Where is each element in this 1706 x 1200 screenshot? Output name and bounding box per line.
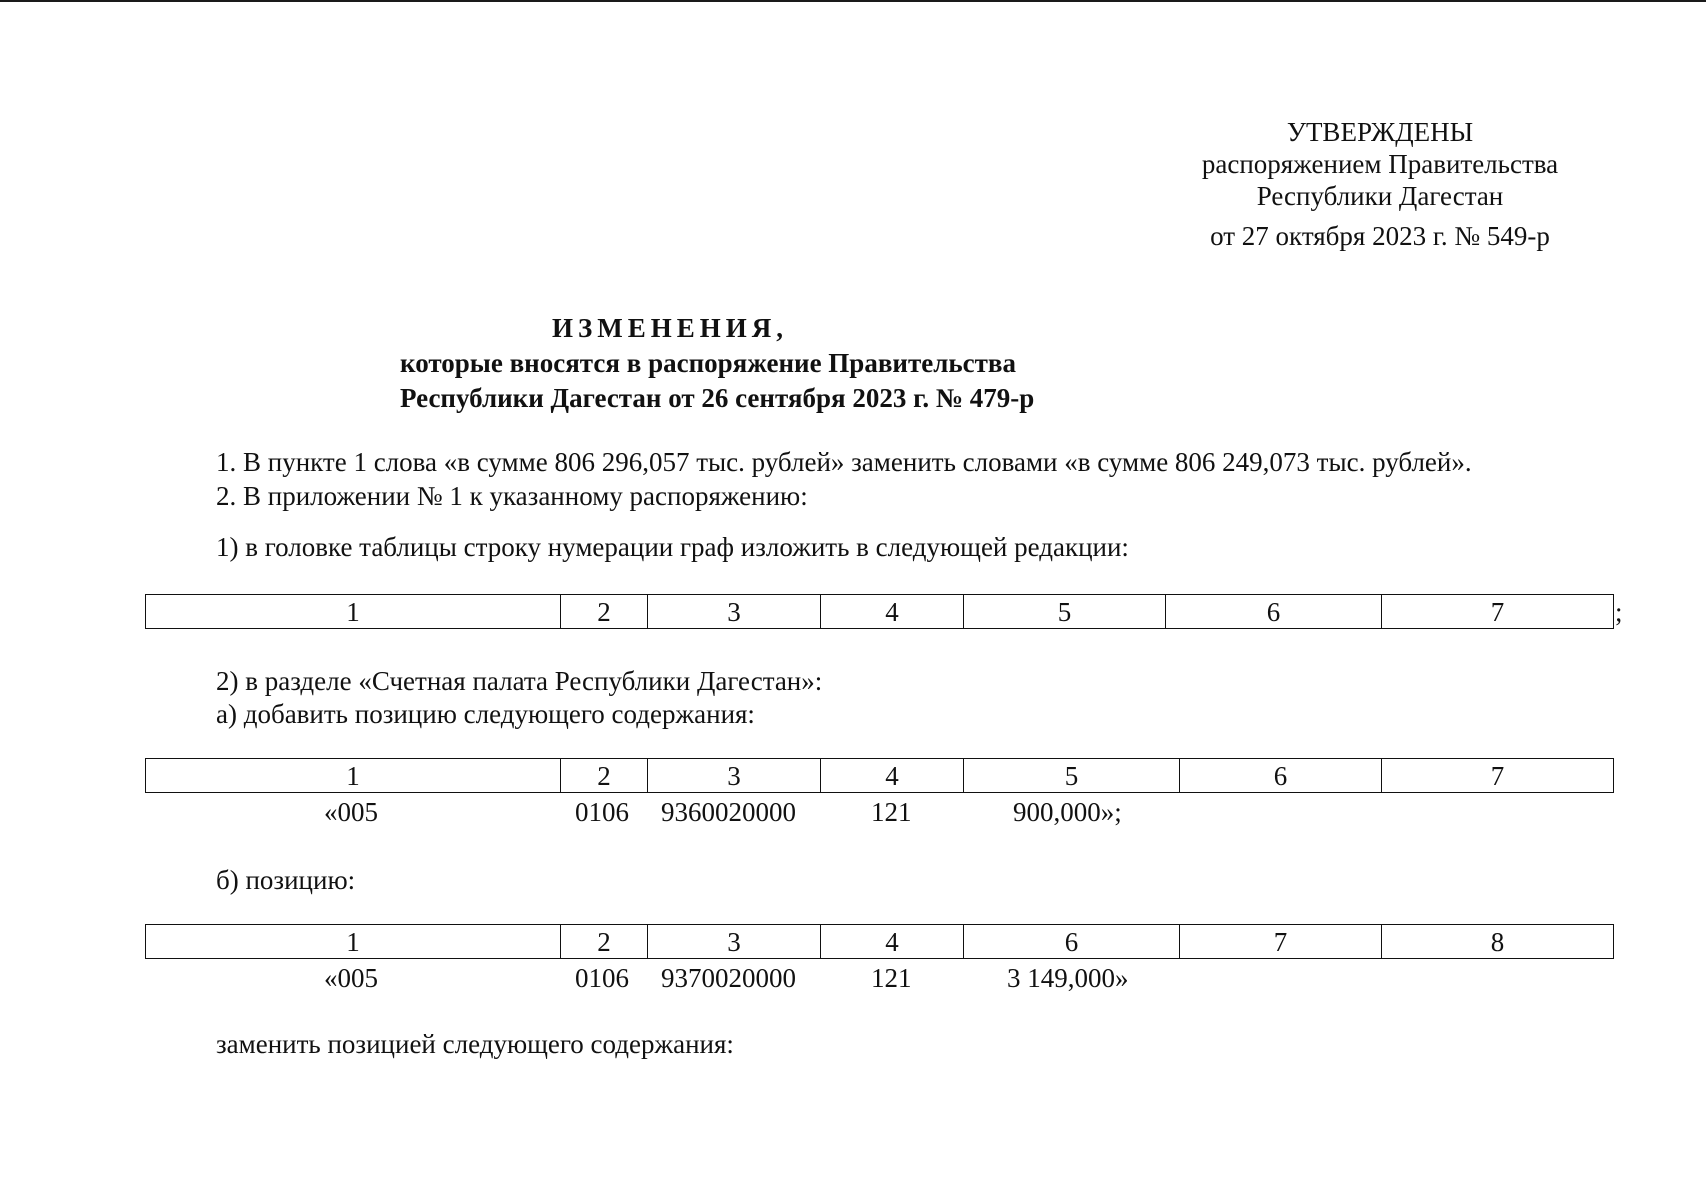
- position-table: [145, 924, 1614, 959]
- row-value: 0106: [575, 797, 629, 827]
- row-value: 900,000»;: [1013, 797, 1122, 827]
- table-row: [146, 925, 1614, 959]
- row-value: «005: [324, 797, 378, 827]
- table-cell: 5: [964, 595, 1166, 629]
- row-value: «005: [324, 963, 378, 993]
- table-cell: 6: [964, 925, 1180, 959]
- paragraph-5: а) добавить позицию следующего содержания:: [216, 699, 755, 729]
- approval-date: от 27 октября 2023 г. № 549-р: [1210, 221, 1550, 251]
- table-cell: 1: [146, 595, 561, 629]
- table-cell: 3: [648, 595, 821, 629]
- table-cell: 2: [561, 595, 648, 629]
- title-heading: ИЗМЕНЕНИЯ,: [551, 313, 788, 343]
- table-cell: 4: [821, 759, 964, 793]
- document-title: [400, 311, 1035, 416]
- row-value: 121: [871, 963, 912, 993]
- paragraph-1: 1. В пункте 1 слова «в сумме 806 296,057 тыс. рублей» заменить словами «в сумме 806 249,073 тыс. рублей».: [216, 447, 1472, 477]
- row-value: 3 149,000»: [1007, 963, 1129, 993]
- paragraph-4: 2) в разделе «Счетная палата Республики Дагестан»:: [216, 666, 823, 696]
- page-top-edge: [0, 0, 1706, 2]
- approval-authority: распоряжением Правительства: [1201, 149, 1559, 179]
- table-row: [146, 595, 1614, 629]
- table-semicolon: ;: [1615, 597, 1623, 627]
- approval-heading: УТВЕРЖДЕНЫ: [1286, 117, 1474, 147]
- table-cell: 8: [1382, 925, 1614, 959]
- table-cell: 4: [821, 595, 964, 629]
- row-value: 0106: [575, 963, 629, 993]
- table-cell: 4: [821, 925, 964, 959]
- title-subtitle: которые вносятся в распоряжение Правительства: [400, 348, 1016, 378]
- table-cell: 5: [964, 759, 1180, 793]
- table-cell: 2: [561, 925, 648, 959]
- approval-stamp: [1180, 116, 1580, 252]
- table-cell: 7: [1382, 595, 1614, 629]
- table-cell: 6: [1166, 595, 1382, 629]
- table-cell: 2: [561, 759, 648, 793]
- added-position-row: [145, 796, 1613, 828]
- table-row: [146, 759, 1614, 793]
- table-cell: 3: [648, 759, 821, 793]
- title-reference: Республики Дагестан от 26 сентября 2023 г. № 479-р: [400, 383, 1035, 413]
- table-cell: 1: [146, 759, 561, 793]
- table-cell: 7: [1382, 759, 1614, 793]
- table-cell: 7: [1180, 925, 1382, 959]
- row-value: 9360020000: [661, 797, 796, 827]
- paragraph-2: 2. В приложении № 1 к указанному распоряжению:: [216, 481, 808, 511]
- row-value: 121: [871, 797, 912, 827]
- paragraph-6: б) позицию:: [216, 865, 356, 895]
- row-value: 9370020000: [661, 963, 796, 993]
- table-cell: 6: [1180, 759, 1382, 793]
- paragraph-3: 1) в головке таблицы строку нумерации граф изложить в следующей редакции:: [216, 532, 1129, 562]
- table-cell: 1: [146, 925, 561, 959]
- added-position-table: [145, 758, 1614, 793]
- column-numbering-table: [145, 594, 1614, 629]
- position-row: [145, 962, 1613, 994]
- table-cell: 3: [648, 925, 821, 959]
- paragraph-7: заменить позицией следующего содержания:: [216, 1029, 734, 1059]
- approval-region: Республики Дагестан: [1256, 181, 1504, 211]
